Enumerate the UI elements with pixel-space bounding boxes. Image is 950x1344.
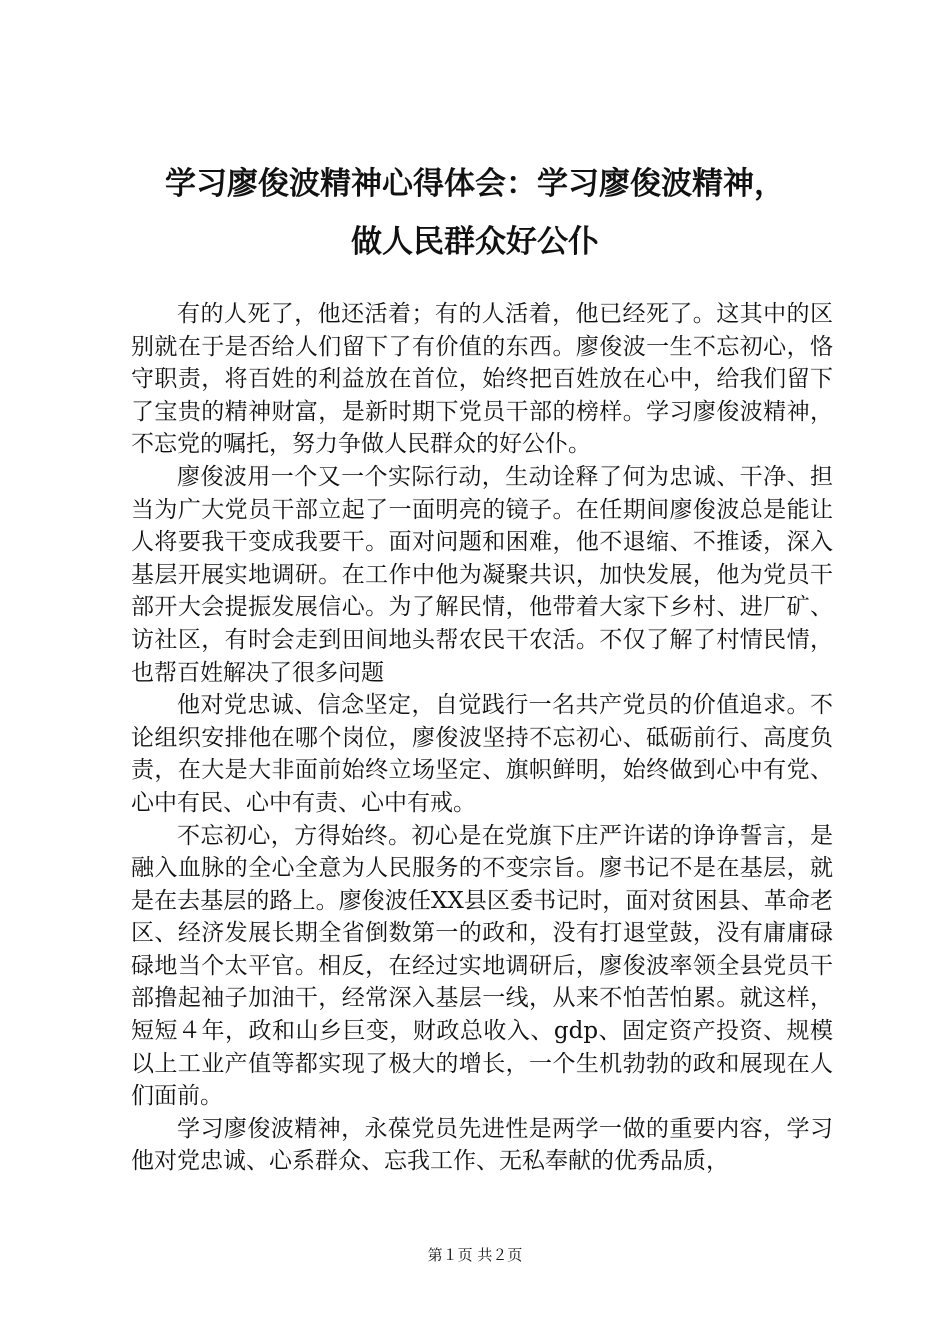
paragraph-2: 廖俊波用一个又一个实际行动，生动诠释了何为忠诚、干净、担当为广大党员干部立起了一面明亮的镜子。在任期间廖俊波总是能让人将要我干变成我要干。面对问题和困难，他不退缩、不推诿，深入基层开展实地调研。在工作中他为凝聚共识，加快发展，他为党员干部开大会提振发展信心。为了解民情，他带着大家下乡村、进厂矿、访社区，有时会走到田间地头帮农民干农活。不仅了解了村情民情，也帮百姓解决了很多问题	[131, 463, 833, 686]
page-title-line2: 做人民群众好公仆	[351, 224, 599, 260]
page-title-line1: 学习廖俊波精神心得体会：学习廖俊波精神，	[165, 166, 785, 202]
document-body	[131, 298, 833, 1178]
page-number-footer: 第１页 共２页	[427, 1246, 523, 1264]
paragraph-5: 学习廖俊波精神，永葆党员先进性是两学一做的重要内容，学习他对党忠诚、心系群众、忘我工作、无私奉献的优秀品质，	[131, 1115, 833, 1175]
paragraph-1: 有的人死了，他还活着；有的人活着，他已经死了。这其中的区别就在于是否给人们留下了有价值的东西。廖俊波一生不忘初心，恪守职责，将百姓的利益放在首位，始终把百姓放在心中，给我们留下了宝贵的精神财富，是新时期下党员干部的榜样。学习廖俊波精神，不忘党的嘱托，努力争做人民群众的好公仆。	[131, 301, 833, 458]
paragraph-3: 他对党忠诚、信念坚定，自觉践行一名共产党员的价值追求。不论组织安排他在哪个岗位，廖俊波坚持不忘初心、砥砺前行、高度负责，在大是大非面前始终立场坚定、旗帜鲜明，始终做到心中有党、心中有民、心中有责、心中有戒。	[131, 692, 833, 816]
paragraph-4: 不忘初心，方得始终。初心是在党旗下庄严许诺的诤诤誓言，是融入血脉的全心全意为人民服务的不变宗旨。廖书记不是在基层，就是在去基层的路上。廖俊波任XX县区委书记时，面对贫困县、革命老区、经济发展长期全省倒数第一的政和，没有打退堂鼓，没有庸庸碌碌地当个太平官。相反，在经过实地调研后，廖俊波率领全县党员干部撸起袖子加油干，经常深入基层一线，从来不怕苦怕累。就这样，短短４年，政和山乡巨变，财政总收入、gdp、固定资产投资、规模以上工业产值等都实现了极大的增长，一个生机勃勃的政和展现在人们面前。	[131, 822, 833, 1110]
